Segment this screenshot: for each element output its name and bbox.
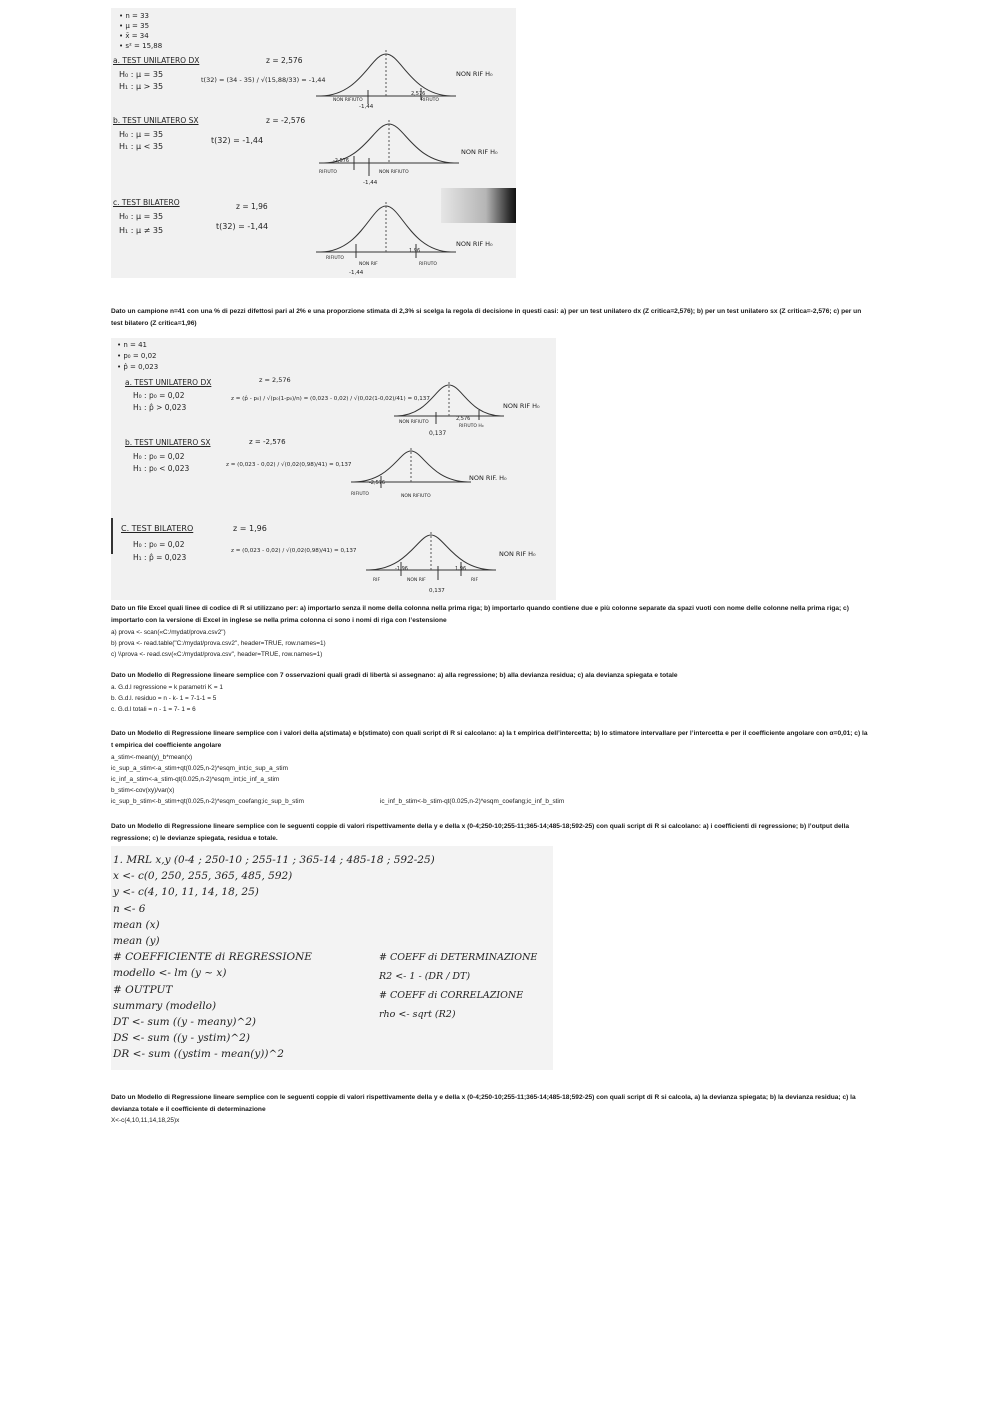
z-critical: z = 1,96	[236, 202, 268, 211]
stat-line: • n = 33	[119, 12, 150, 20]
normal-curve-diagram	[319, 118, 459, 178]
code-line: X<-c(4,10,11,14,18,25)x	[111, 1117, 180, 1124]
answer-line: c. G.d.l totali = n - 1 = 7- 1 = 6	[111, 706, 196, 713]
stats-block	[119, 11, 162, 51]
code-line: a_stim<-mean(y)_b*mean(x)	[111, 754, 193, 761]
stat-line: • p₀ = 0,02	[117, 352, 157, 360]
script-line: DR <- sum ((ystim - mean(y))^2	[113, 1048, 284, 1061]
code-line: ic_sup_a_stim<-a_stim+qt(0.025,n-2)*esqm_int;ic_sup_a_stim	[111, 765, 288, 772]
section-title: b. TEST UNILATERO SX	[113, 116, 199, 125]
decision: NON RIF H₀	[456, 240, 493, 248]
script-line: mean (y)	[113, 935, 160, 948]
question-text: Dato un campione n=41 con una % di pezzi difettosi pari al 2% e una proporzione stimata di 2,3% si scelga la regola di decisione in questi casi: a) per un test unilatero dx (Z critica=2,576); b) per un test unilatero sx (Z critica=-2,576; c) per un test bilatero (Z critica=1,96)	[111, 308, 862, 327]
critical-label: 1,96	[455, 566, 467, 572]
critical-label: 2,576	[456, 416, 471, 422]
critical-label: 2,576	[411, 91, 426, 97]
z-critical: z = -2,576	[249, 438, 286, 446]
hypothesis-h0: H₀ : μ = 35	[119, 70, 164, 79]
answer-line: b. G.d.l. residuo = n - k- 1 = 7-1-1 = 5	[111, 695, 217, 702]
script-line: # COEFFICIENTE di REGRESSIONE	[113, 951, 312, 964]
z-critical: z = 2,576	[266, 56, 303, 65]
region-label: RIFIUTO	[326, 256, 344, 261]
t-statistic: t(32) = -1,44	[211, 136, 264, 145]
value-label: 0,137	[429, 588, 445, 594]
script-line: x <- c(0, 250, 255, 365, 485, 592)	[113, 870, 293, 883]
t-statistic: t(32) = (34 - 35) / √(15,88/33) = -1,44	[201, 76, 326, 84]
stat-line: • p̂ = 0,023	[117, 363, 159, 371]
handwritten-script-right	[379, 948, 537, 1024]
z-formula: z = (p̂ - p₀) / √(p₀(1-p₀)/n) = (0,023 - 0,02) / √(0,02(1-0,02)/41) = 0,137	[231, 396, 430, 402]
script-line: DS <- sum ((y - ystim)^2)	[113, 1032, 250, 1045]
code-line: a) prova <- scan(«C:/mydat/prova.csv2")	[111, 629, 226, 636]
code-line: b_stim<-cov(xy)/var(x)	[111, 787, 175, 794]
hypothesis-h1: H₁ : μ < 35	[119, 142, 164, 151]
region-label: RIF	[373, 578, 381, 583]
script-line: 1. MRL x,y (0-4 ; 250-10 ; 255-11 ; 365-14 ; 485-18 ; 592-25)	[113, 854, 435, 866]
stat-line: • μ = 35	[119, 22, 150, 30]
code-line: b) prova <- read.table("C:/mydat/prova.csv2", header=TRUE, row.names=1)	[111, 640, 326, 647]
section-title: C. TEST BILATERO	[121, 524, 194, 533]
z-formula: z = (0,023 - 0,02) / √(0,02(0,98)/41) = 0,137	[231, 548, 357, 554]
script-line: rho <- sqrt (R2)	[379, 1009, 456, 1020]
hypothesis-h0: H₀ : μ = 35	[119, 130, 164, 139]
margin-mark	[111, 518, 113, 554]
critical-label: -2,576	[369, 480, 386, 486]
stats-block	[117, 340, 158, 373]
decision: NON RIF. H₀	[469, 474, 507, 482]
script-line: DT <- sum ((y - meany)^2)	[113, 1016, 257, 1029]
section-title: a. TEST UNILATERO DX	[125, 378, 212, 387]
z-critical: z = -2,576	[266, 116, 306, 125]
script-line: modello <- lm (y ~ x)	[113, 967, 227, 980]
code-line: ic_sup_b_stim<-b_stim+qt(0.025,n-2)*esqm_coefang;ic_sup_b_stim	[111, 798, 304, 805]
hypothesis-h1: H₁ : μ ≠ 35	[119, 226, 164, 235]
decision: NON RIF H₀	[456, 70, 493, 78]
code-line: ic_inf_b_stim<-b_stim-qt(0.025,n-2)*esqm_coefang;ic_inf_b_stim	[380, 798, 565, 805]
value-label: -1,44	[359, 104, 374, 110]
region-label: RIFIUTO	[419, 262, 437, 267]
region-label: RIFIUTO	[421, 98, 439, 103]
script-line: R2 <- 1 - (DR / DT)	[379, 971, 471, 982]
script-line: mean (x)	[113, 918, 160, 931]
critical-label: -2,576	[333, 158, 350, 164]
script-line: y <- c(4, 10, 11, 14, 18, 25)	[113, 886, 259, 899]
value-label: -1,44	[349, 270, 364, 276]
section-title: b. TEST UNILATERO SX	[125, 438, 211, 447]
code-line: c) \\prova <- read.csv(«C:/mydat/prova.csv", header=TRUE, row.names=1)	[111, 651, 323, 658]
script-line: n <- 6	[113, 902, 146, 915]
answer-line: a. G.d.l regressione = k parametri K = 1	[111, 684, 223, 691]
stat-line: • n = 41	[117, 341, 148, 349]
region-label: NON RIFIUTO	[399, 420, 429, 425]
value-label: -1,44	[363, 180, 378, 186]
question-text: Dato un file Excel quali linee di codice di R si utilizzano per: a) importarlo senza il nome della colonna nella prima riga; b) importarlo quando contiene due e più colonne separate da spazi vuoti con nome delle colonne nella prima riga; c) importarlo con la versione di Excel in inglese se nella prima colonna ci sono i nomi di riga con l’estensione	[111, 605, 849, 624]
region-label: RIFIUTO	[319, 170, 337, 175]
hypothesis-h1: H₁ : p̂ = 0,023	[133, 553, 187, 562]
scan-image-r-script	[111, 846, 553, 1070]
region-label: RIF	[471, 578, 479, 583]
region-label: RIFIUTO H₀	[459, 424, 484, 429]
code-line: ic_inf_a_stim<-a_stim-qt(0.025,n-2)*esqm_int;ic_inf_a_stim	[111, 776, 280, 783]
hypothesis-h0: H₀ : p₀ = 0,02	[133, 540, 185, 549]
decision: NON RIF H₀	[499, 550, 536, 558]
hypothesis-h1: H₁ : p₀ < 0,023	[133, 464, 190, 473]
region-label: NON RIFIUTO	[401, 494, 431, 499]
t-statistic: t(32) = -1,44	[216, 222, 269, 231]
question-text: Dato un Modello di Regressione lineare semplice con i valori della a(stimata) e b(stimato) con quali script di R si calcolano: a) la t empirica dell’intercetta; b) lo stimatore intervallare per l’intercetta e per il coefficiente angolare con α=0,01; c) la t empirica del coefficiente angolare	[111, 730, 868, 749]
question-text: Dato un Modello di Regressione lineare semplice con 7 osservazioni quali gradi di libertà si assegnano: a) alla regressione; b) alla devianza residua; c) ala devianza spiegata e totale	[111, 672, 678, 679]
stat-line: • s² = 15,88	[119, 42, 163, 50]
decision: NON RIF H₀	[461, 148, 498, 156]
region-label: RIFIUTO	[351, 492, 369, 497]
z-critical: z = 1,96	[233, 524, 267, 533]
critical-label: -1,96	[395, 566, 408, 572]
value-label: 0,137	[429, 430, 447, 437]
decision: NON RIF H₀	[503, 402, 540, 410]
hypothesis-h0: H₀ : μ = 35	[119, 212, 164, 221]
region-label: NON RIF	[407, 578, 426, 583]
normal-curve-diagram	[316, 200, 456, 264]
script-line: # COEFF di DETERMINAZIONE	[379, 952, 538, 963]
region-label: NON RIFIUTO	[379, 170, 409, 175]
scan-image-proportion-tests	[111, 338, 556, 600]
script-line: # OUTPUT	[113, 983, 173, 996]
section-title: c. TEST BILATERO	[113, 198, 180, 207]
normal-curve-diagram	[366, 530, 496, 580]
hypothesis-h0: H₀ : p₀ = 0,02	[133, 452, 185, 461]
section-title: a. TEST UNILATERO DX	[113, 56, 200, 65]
region-label: NON RIFIUTO	[333, 98, 363, 103]
stat-line: • x̄ = 34	[119, 32, 149, 40]
hypothesis-h1: H₁ : μ > 35	[119, 82, 164, 91]
normal-curve-diagram	[394, 380, 504, 425]
hypothesis-h1: H₁ : p̂ > 0,023	[133, 403, 187, 412]
script-line: summary (modello)	[113, 999, 217, 1012]
z-critical: z = 2,576	[259, 376, 291, 384]
z-formula: z = (0,023 - 0,02) / √(0,02(0,98)/41) = 0,137	[226, 462, 352, 468]
question-text: Dato un Modello di Regressione lineare semplice con le seguenti coppie di valori rispettivamente della y e della x (0-4;250-10;255-11;365-14;485-18;592-25) con quali script di R si calcola, a) la devianza spiegata; b) la devianza residua; c) la devianza totale e il coefficiente di determinazione	[111, 1094, 856, 1113]
script-line: # COEFF di CORRELAZIONE	[379, 990, 524, 1001]
hypothesis-h0: H₀ : p₀ = 0,02	[133, 391, 185, 400]
question-text: Dato un Modello di Regressione lineare semplice con le seguenti coppie di valori rispettivamente della y e della x (0-4;250-10;255-11;365-14;485-18;592-25) con quali script di R si calcolano: a) i coefficienti di regressione; b) l’output della regressione; c) le devianze spiegata, residua e totale.	[111, 823, 849, 842]
region-label: NON RIF	[359, 262, 378, 267]
scan-image-mean-tests	[111, 8, 516, 278]
critical-label: 1,96	[409, 248, 421, 254]
